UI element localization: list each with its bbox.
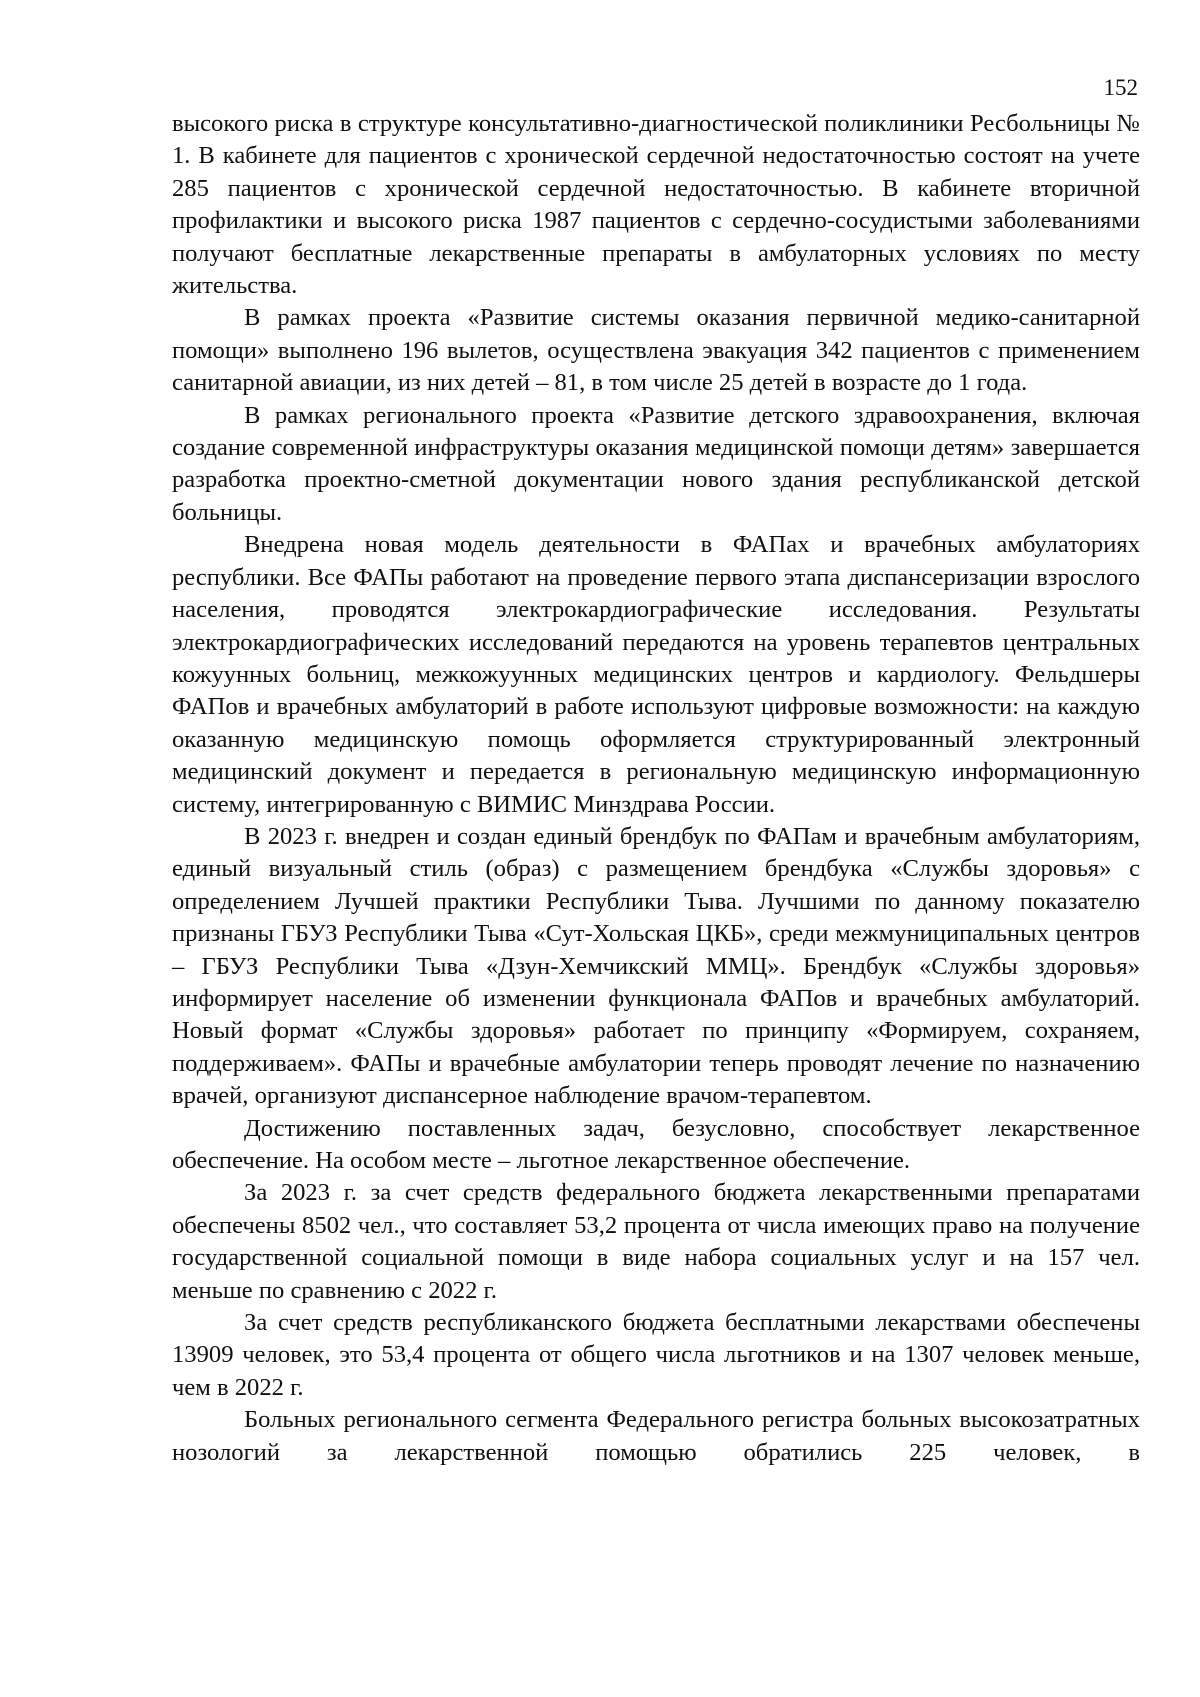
paragraph-continuation: высокого риска в структуре консультативно-диагностической поликлиники Ресбольницы № 1. В кабинете для пациентов с хронической сердечной недостаточностью состоят на учете 285 пациентов с хронической сердечной недостаточностью. В кабинете вторичной профилактики и высокого риска 1987 пациентов с сердечно-сосудистыми заболеваниями получают бесплатные лекарственные препараты в амбулаторных условиях по месту жительства.	[172, 110, 1140, 300]
page-number: 152	[1103, 75, 1138, 100]
paragraph-fap-model: Внедрена новая модель деятельности в ФАПах и врачебных амбулаториях республики. Все ФАПы работают на проведение первого этапа диспансеризации взрослого населения, проводятся электрокардиографические исследования. Результаты электрокардиографических исследований передаются на уровень терапевтов центральных кожуунных больниц, межкожуунных медицинских центров и кардиологу. Фельдшеры ФАПов и врачебных амбулаторий в работе используют цифровые возможности: на каждую оказанную медицинскую помощь оформляется структурированный электронный медицинский документ и передается в региональную медицинскую информационную систему, интегрированную с ВИМИС Минздрава России.	[172, 531, 1140, 818]
document-body	[172, 108, 1140, 1469]
paragraph-sanitary-aviation: В рамках проекта «Развитие системы оказания первичной медико-санитарной помощи» выполнено 196 вылетов, осуществлена эвакуация 342 пациентов с применением санитарной авиации, из них детей – 81, в том числе 25 детей в возрасте до 1 года.	[172, 304, 1140, 397]
paragraph-drug-provision: Достижению поставленных задач, безусловно, способствует лекарственное обеспечение. На особом месте – льготное лекарственное обеспечение.	[172, 1114, 1140, 1174]
paragraph-brandbook: В 2023 г. внедрен и создан единый брендбук по ФАПам и врачебным амбулаториям, единый визуальный стиль (образ) с размещением брендбука «Службы здоровья» с определением Лучшей практики Республики Тыва. Лучшими по данному показателю признаны ГБУЗ Республики Тыва «Сут-Хольская ЦКБ», среди межмуниципальных центров – ГБУЗ Республики Тыва «Дзун-Хемчикский ММЦ». Брендбук «Службы здоровья» информирует население об изменении функционала ФАПов и врачебных амбулаторий. Новый формат «Службы здоровья» работает по принципу «Формируем, сохраняем, поддерживаем». ФАПы и врачебные амбулатории теперь проводят лечение по назначению врачей, организуют диспансерное наблюдение врачом-терапевтом.	[172, 822, 1140, 1110]
paragraph-childrens-healthcare: В рамках регионального проекта «Развитие детского здравоохранения, включая создание современной инфраструктуры оказания медицинской помощи детям» завершается разработка проектно-сметной документации нового здания республиканской детской больницы.	[172, 401, 1140, 526]
paragraph-federal-budget: За 2023 г. за счет средств федерального бюджета лекарственными препаратами обеспечены 8502 чел., что составляет 53,2 процента от числа имеющих право на получение государственной социальной помощи в виде набора социальных услуг и на 157 чел. меньше по сравнению с 2022 г.	[172, 1179, 1140, 1304]
paragraph-republican-budget: За счет средств республиканского бюджета бесплатными лекарствами обеспечены 13909 человек, это 53,4 процента от общего числа льготников и на 1307 человек меньше, чем в 2022 г.	[172, 1309, 1140, 1401]
paragraph-high-cost-nosologies: Больных регионального сегмента Федерального регистра больных высокозатратных нозологий за лекарственной помощью обратились 225 человек, в	[172, 1406, 1140, 1466]
